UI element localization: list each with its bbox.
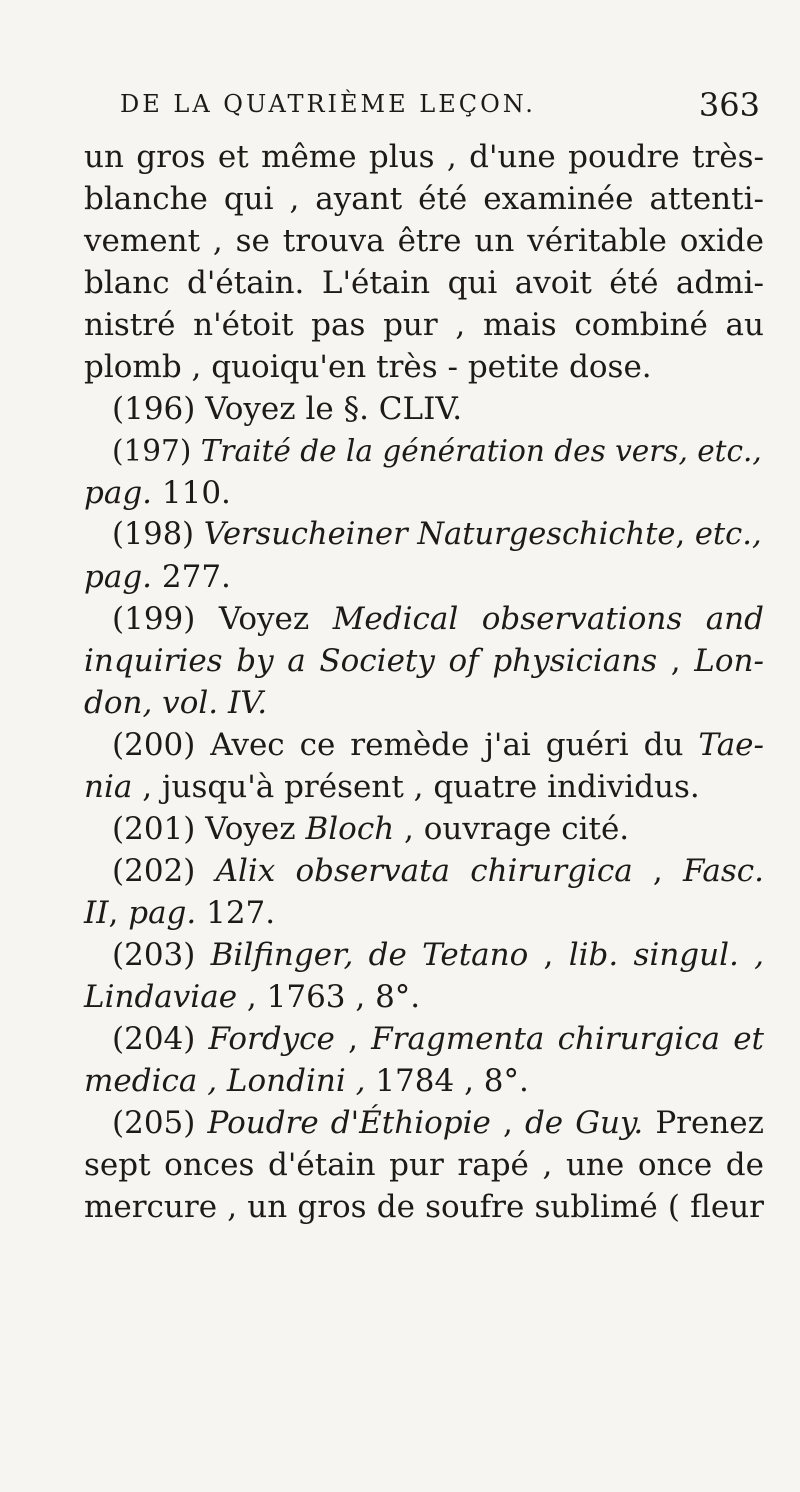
footnote-203: (203) Bilfinger, de Tetano , lib. singul. , <box>112 937 764 973</box>
text-line: don, vol. IV. <box>84 685 268 721</box>
footnote-198: (198) Versucheiner Naturgeschichte, etc., <box>112 517 762 552</box>
text-line: pag. 110. <box>84 475 231 511</box>
text-line: inquiries by a Society of physicians , Lon- <box>84 643 764 679</box>
footnote-202: (202) Alix observata chirurgica , Fasc. <box>112 853 764 889</box>
text-line: pag. 277. <box>84 559 231 595</box>
footnote-197: (197) Traité de la génération des vers, etc., <box>112 434 762 468</box>
text-line: plomb , quoiqu'en très - petite dose. <box>84 349 652 385</box>
footnote-196: (196) Voyez le §. CLIV. <box>112 391 463 427</box>
footnote-205: (205) Poudre d'Éthiopie , de Guy. Prenez <box>112 1105 764 1141</box>
text-line: vement , se trouva être un véritable oxide <box>84 223 764 259</box>
text-line: nia , jusqu'à présent , quatre individus. <box>84 769 700 805</box>
text-line: blanc d'étain. L'étain qui avoit été admi- <box>84 265 764 301</box>
text-line: medica , Londini , 1784 , 8°. <box>84 1063 529 1099</box>
page-number: 363 <box>698 86 760 124</box>
text-line: sept onces d'étain pur rapé , une once de <box>84 1147 764 1183</box>
text-line: un gros et même plus , d'une poudre très- <box>84 139 764 175</box>
footnote-200: (200) Avec ce remède j'ai guéri du Tae- <box>112 727 764 763</box>
page-header <box>120 86 760 126</box>
running-head: DE LA QUATRIÈME LEÇON. <box>120 90 536 118</box>
text-line: Lindaviae , 1763 , 8°. <box>84 979 421 1015</box>
footnote-199: (199) Voyez Medical observations and <box>112 601 764 637</box>
text-line: blanche qui , ayant été examinée attenti- <box>84 181 764 217</box>
text-line: mercure , un gros de soufre sublimé ( fleur <box>84 1189 764 1225</box>
text-line: nistré n'étoit pas pur , mais combiné au <box>84 307 764 343</box>
footnote-201: (201) Voyez Bloch , ouvrage cité. <box>112 811 630 847</box>
footnote-204: (204) Fordyce , Fragmenta chirurgica et <box>112 1021 764 1057</box>
text-line: II, pag. 127. <box>84 895 276 931</box>
body-text <box>84 136 764 1228</box>
